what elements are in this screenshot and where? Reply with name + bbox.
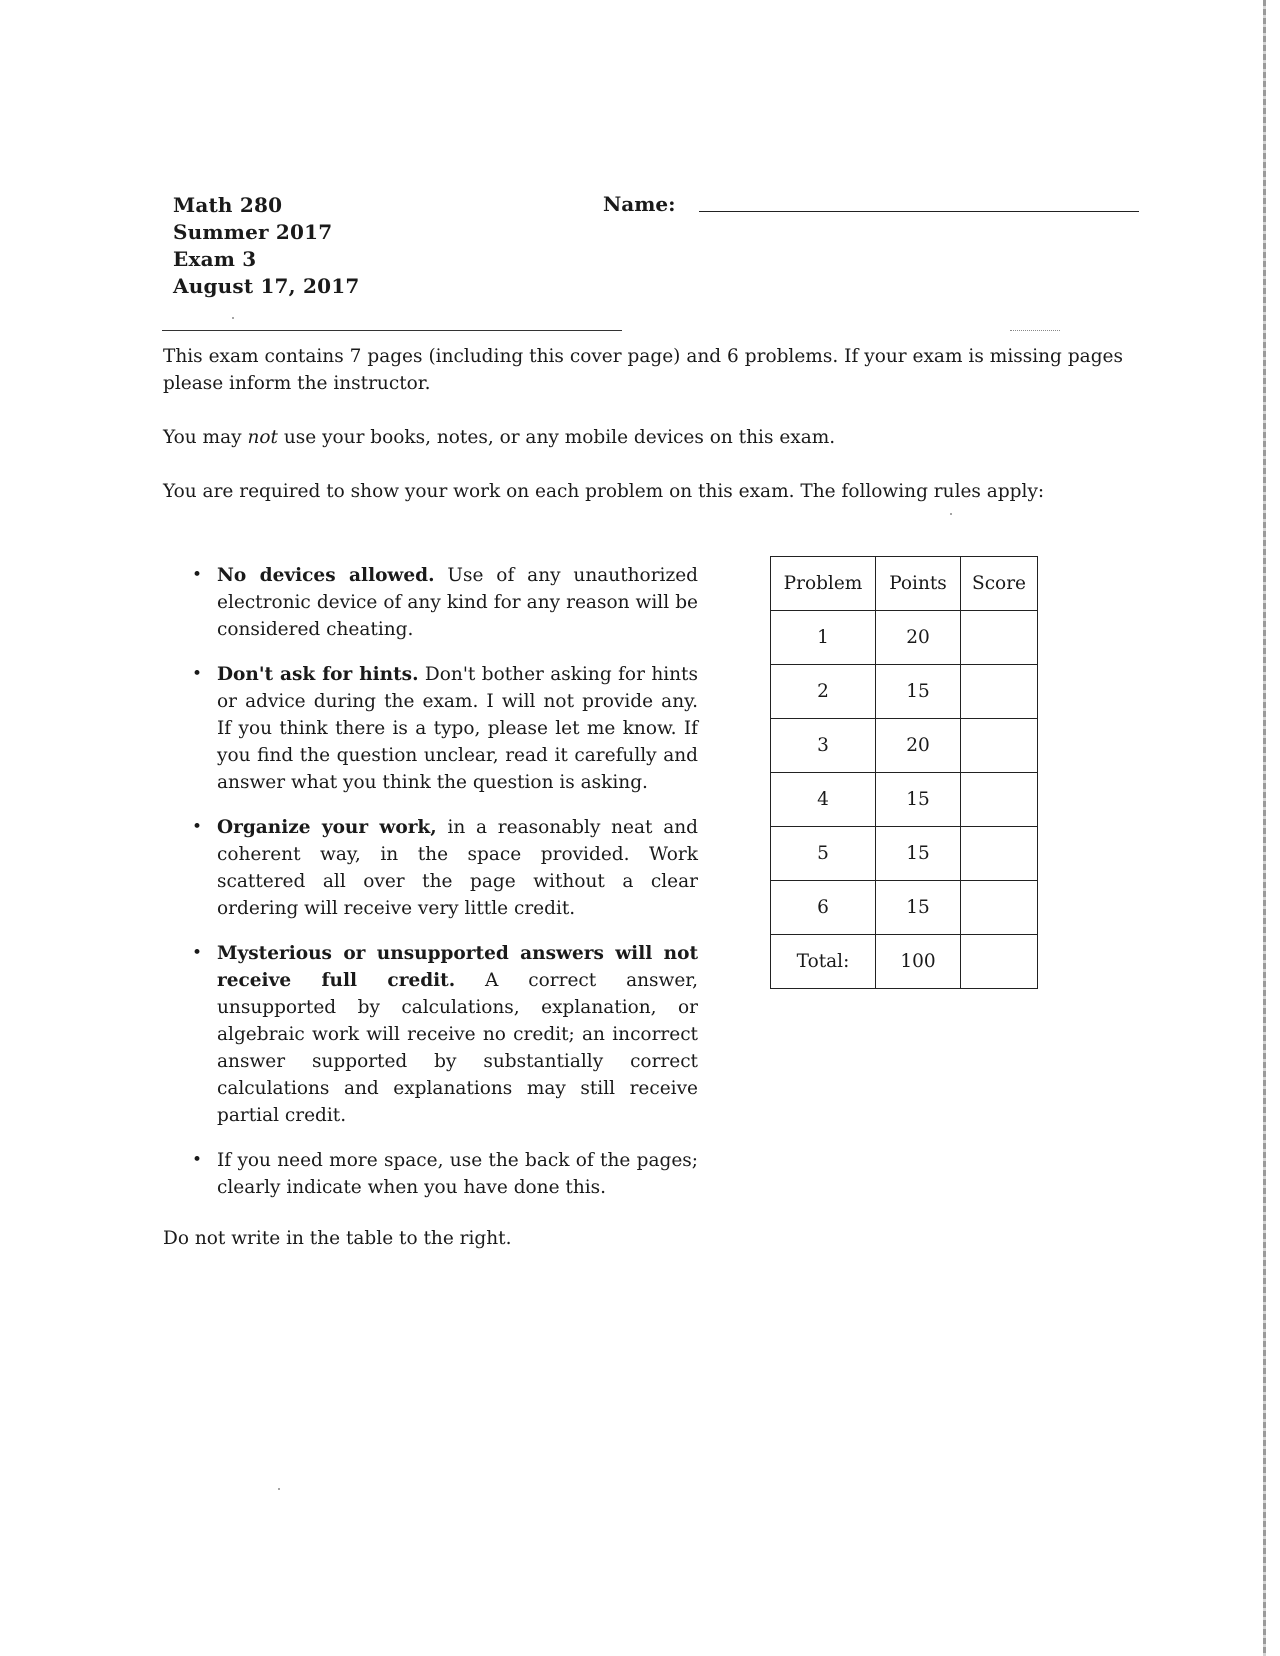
problem-cell: 1	[771, 611, 876, 665]
intro-paragraph-rules: You are required to show your work on each problem on this exam. The following rules apply:	[163, 481, 1045, 502]
score-cell[interactable]	[961, 611, 1038, 665]
header-divider	[162, 330, 622, 331]
rule-item	[190, 1147, 698, 1201]
intro-paragraph-pages: This exam contains 7 pages (including this cover page) and 6 problems. If your exam is missing pages please inform the instructor.	[163, 346, 1123, 394]
table-row	[771, 611, 1038, 665]
score-table	[770, 556, 1038, 989]
table-row	[771, 827, 1038, 881]
rule-lead: Mysterious or unsupported answers will not receive full credit.	[217, 943, 698, 991]
problem-cell: 2	[771, 665, 876, 719]
instructions	[163, 343, 1123, 532]
bullet: •	[192, 664, 203, 684]
score-cell[interactable]	[961, 719, 1038, 773]
rule-item	[190, 814, 698, 922]
rule-text: Don't bother asking for hints or advice during the exam. I will not provide any. If you think there is a typo, please let me know. If you find the question unclear, read it carefully and answer what you think the question is asking.	[217, 664, 698, 793]
name-field	[603, 192, 1143, 222]
score-cell[interactable]	[961, 881, 1038, 935]
problem-cell: 3	[771, 719, 876, 773]
rule-text: A correct answer, unsupported by calculations, explanation, or algebraic work will receive no credit; an incorrect answer supported by substantially correct calculations and explanations may still receive partial credit.	[217, 970, 698, 1126]
header-score: Score	[961, 557, 1038, 611]
bullet: •	[192, 943, 203, 963]
bullet: •	[192, 565, 203, 585]
rule-item	[190, 940, 698, 1129]
rule-text: If you need more space, use the back of the pages; clearly indicate when you have done this.	[217, 1150, 698, 1198]
rule-item	[190, 661, 698, 796]
rule-text: in a reasonably neat and coherent way, in the space provided. Work scattered all over the page without a clear ordering will receive very little credit.	[217, 817, 698, 919]
rule-text: Use of any unauthorized electronic device of any kind for any reason will be considered cheating.	[217, 565, 698, 640]
total-score-cell[interactable]	[961, 935, 1038, 989]
materials-emphasis: not	[247, 427, 278, 448]
rule-item	[190, 562, 698, 643]
points-cell: 15	[876, 773, 961, 827]
table-row	[771, 665, 1038, 719]
rules-list	[190, 562, 698, 1219]
scan-edge-border	[1263, 0, 1266, 1656]
exam-number: Exam 3	[173, 247, 257, 271]
table-header-row	[771, 557, 1038, 611]
materials-text-after: use your books, notes, or any mobile devices on this exam.	[277, 427, 836, 448]
materials-text-before: You may	[163, 427, 248, 448]
header-problem: Problem	[771, 557, 876, 611]
header-points: Points	[876, 557, 961, 611]
score-cell[interactable]	[961, 827, 1038, 881]
score-cell[interactable]	[961, 773, 1038, 827]
scan-speck	[278, 1488, 280, 1490]
rule-lead: No devices allowed.	[217, 565, 435, 586]
exam-date: August 17, 2017	[173, 274, 360, 298]
term: Summer 2017	[173, 220, 333, 244]
scan-speck	[232, 317, 234, 319]
name-label: Name:	[603, 192, 676, 216]
total-label: Total:	[771, 935, 876, 989]
score-cell[interactable]	[961, 665, 1038, 719]
bullet: •	[192, 817, 203, 837]
table-row	[771, 773, 1038, 827]
points-cell: 20	[876, 611, 961, 665]
name-blank-line[interactable]	[699, 211, 1139, 212]
rule-lead: Don't ask for hints.	[217, 664, 419, 685]
scan-speck	[950, 513, 952, 515]
footer-note: Do not write in the table to the right.	[163, 1228, 512, 1249]
bullet: •	[192, 1150, 203, 1170]
intro-paragraph-materials	[163, 424, 1123, 451]
table-row	[771, 881, 1038, 935]
problem-cell: 6	[771, 881, 876, 935]
points-cell: 15	[876, 827, 961, 881]
header-divider-dots	[1010, 330, 1060, 331]
points-cell: 15	[876, 665, 961, 719]
table-total-row	[771, 935, 1038, 989]
problem-cell: 4	[771, 773, 876, 827]
exam-header	[173, 192, 359, 300]
points-cell: 20	[876, 719, 961, 773]
points-cell: 15	[876, 881, 961, 935]
total-points: 100	[876, 935, 961, 989]
course-title: Math 280	[173, 193, 283, 217]
problem-cell: 5	[771, 827, 876, 881]
rule-lead: Organize your work,	[217, 817, 437, 838]
table-row	[771, 719, 1038, 773]
